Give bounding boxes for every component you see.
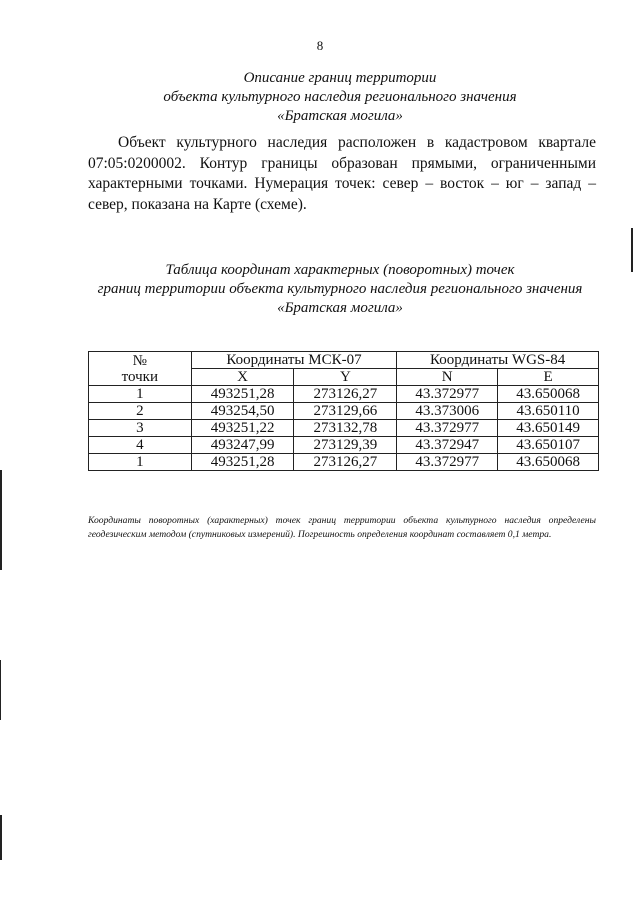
y-coordinate-cell: 273126,27	[294, 386, 397, 403]
table-row	[89, 386, 599, 403]
y-column-header: Y	[294, 369, 397, 386]
description-paragraph-block	[88, 133, 596, 215]
point-number-cell: 3	[89, 420, 192, 437]
y-coordinate-cell: 273126,27	[294, 454, 397, 471]
wgs-group-header: Координаты WGS-84	[397, 352, 599, 369]
n-coordinate-cell: 43.373006	[397, 403, 498, 420]
e-coordinate-cell: 43.650107	[498, 437, 599, 454]
e-coordinate-cell: 43.650149	[498, 420, 599, 437]
table-row	[89, 403, 599, 420]
scan-edge-mark	[0, 660, 1, 720]
point-number-header	[89, 352, 192, 386]
description-heading-line-2: объекта культурного наследия регионального значения	[163, 89, 517, 105]
table-heading-line-2: границ территории объекта культурного наследия регионального значения	[97, 281, 583, 297]
description-paragraph: Объект культурного наследия расположен в кадастровом квартале 07:05:0200002. Контур границы образован прямыми, ограниченными характерными точками. Нумерация точек: север – восток – юг – запад – север, показана на Карте (схеме).	[88, 134, 596, 213]
table-row	[89, 454, 599, 471]
point-number-header-line-2: точки	[121, 368, 158, 385]
y-coordinate-cell: 273129,39	[294, 437, 397, 454]
description-heading	[60, 69, 620, 126]
table-header-row	[89, 352, 599, 369]
n-coordinate-cell: 43.372947	[397, 437, 498, 454]
x-coordinate-cell: 493251,22	[191, 420, 294, 437]
y-coordinate-cell: 273129,66	[294, 403, 397, 420]
description-heading-line-1: Описание границ территории	[243, 70, 437, 86]
e-coordinate-cell: 43.650068	[498, 454, 599, 471]
point-number-cell: 2	[89, 403, 192, 420]
table-row	[89, 437, 599, 454]
scan-edge-mark	[0, 815, 2, 860]
scan-edge-mark	[0, 470, 2, 570]
n-coordinate-cell: 43.372977	[397, 386, 498, 403]
point-number-header-line-1: №	[132, 352, 147, 369]
e-coordinate-cell: 43.650110	[498, 403, 599, 420]
x-coordinate-cell: 493251,28	[191, 454, 294, 471]
x-coordinate-cell: 493254,50	[191, 403, 294, 420]
page-number: 8	[316, 38, 324, 53]
point-number-cell: 1	[89, 386, 192, 403]
x-coordinate-cell: 493251,28	[191, 386, 294, 403]
e-coordinate-cell: 43.650068	[498, 386, 599, 403]
coordinates-note: Координаты поворотных (характерных) точек границ территории объекта культурного наследия определены геодезическим методом (спутниковых измерений). Погрешность определения координат составляет 0,1 метра.	[88, 515, 596, 540]
e-column-header: E	[498, 369, 599, 386]
table-row	[89, 420, 599, 437]
table-heading	[60, 261, 620, 318]
table-heading-line-1: Таблица координат характерных (поворотных) точек	[165, 262, 515, 278]
point-number-cell: 1	[89, 454, 192, 471]
x-coordinate-cell: 493247,99	[191, 437, 294, 454]
x-column-header: X	[191, 369, 294, 386]
n-coordinate-cell: 43.372977	[397, 454, 498, 471]
point-number-cell: 4	[89, 437, 192, 454]
description-heading-line-3: «Братская могила»	[277, 108, 403, 124]
table-heading-line-3: «Братская могила»	[277, 300, 403, 316]
y-coordinate-cell: 273132,78	[294, 420, 397, 437]
n-coordinate-cell: 43.372977	[397, 420, 498, 437]
scan-edge-mark	[631, 228, 633, 272]
n-column-header: N	[397, 369, 498, 386]
coordinates-table	[88, 351, 599, 471]
msk-group-header: Координаты МСК-07	[191, 352, 397, 369]
